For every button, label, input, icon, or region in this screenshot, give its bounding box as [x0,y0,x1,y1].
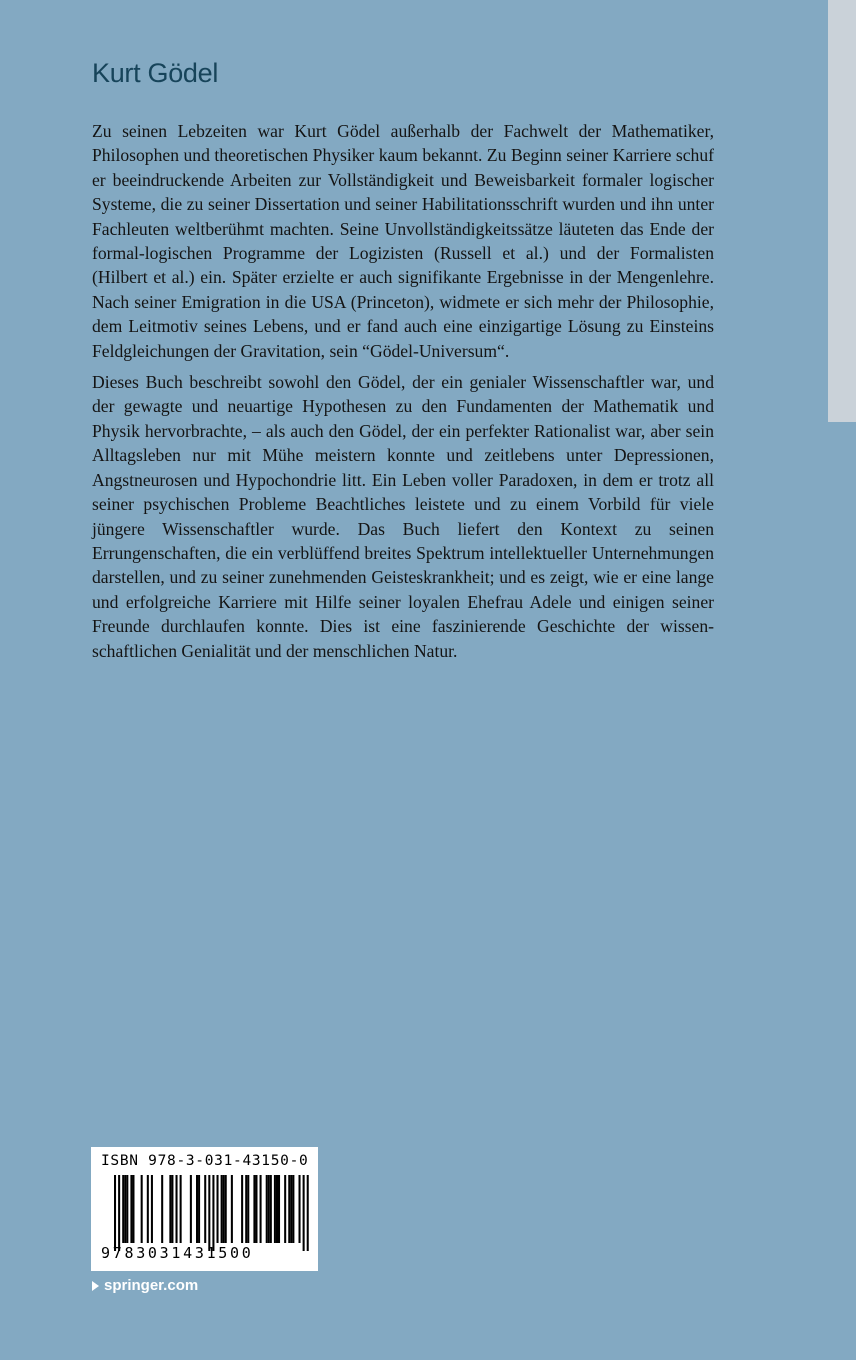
blurb-paragraph-1: Zu seinen Lebzeiten war Kurt Gödel außerhalb der Fachwelt der Mathematiker, Philosophen und theoretischen Physiker kaum bekannt. Zu Beginn seiner Karriere schuf er beeindruckende Arbeiten zur Vollständigkeit und Beweisbarkeit formaler logischer Systeme, die zu seiner Dissertation und seiner Habilitationsschrift wurden und ihn unter Fachleuten weltberühmt machten. Seine Unvollständigkeitssätze läuteten das Ende der formal-logischen Programme der Logizisten (Russell et al.) und der Formalisten (Hilbert et al.) ein. Später erzielte er auch signifikante Ergebnisse in der Mengenlehre. Nach seiner Emigration in die USA (Princeton), widmete er sich mehr der Philosophie, dem Leitmotiv seines Lebens, und er fand auch eine einzigartige Lösung zu Einsteins Feldgleichungen der Gravitation, sein “Gödel-Universum“. [92,121,714,361]
barcode-bar [268,1175,270,1243]
barcode-bar [274,1175,276,1243]
barcode-bar [290,1175,292,1243]
barcode-bar [284,1175,286,1243]
barcode-bar [132,1175,134,1243]
barcode-bar [278,1175,280,1243]
barcode-bar [124,1175,126,1243]
barcode-bar [260,1175,262,1243]
barcode-bar [198,1175,200,1243]
barcode-bar [303,1175,305,1251]
barcode-bar [253,1175,255,1243]
barcode-bar [169,1175,171,1243]
barcode-bar [247,1175,249,1243]
barcode-bar [171,1175,173,1243]
isbn-label: ISBN 978-3-031-43150-0 [101,1153,309,1169]
barcode-bar [231,1175,233,1243]
barcode-bar [147,1175,149,1243]
barcode-bar [221,1175,223,1243]
barcode-bar [266,1175,268,1243]
barcode-bar [114,1175,116,1251]
barcode-bar [151,1175,153,1243]
publisher-label: springer.com [104,1277,199,1294]
barcode-bar [270,1175,272,1243]
barcode-bar [245,1175,247,1243]
barcode-bar [176,1175,178,1243]
barcode-bar [212,1175,214,1251]
publisher-link[interactable] [92,1277,198,1294]
barcode-bar [204,1175,206,1243]
barcode-bar [196,1175,198,1243]
barcode-bar [288,1175,290,1243]
arrow-right-icon [92,1281,99,1291]
barcode-bar [307,1175,309,1251]
blurb-paragraph-2: Dieses Buch beschreibt sowohl den Gödel, der ein genialer Wissenschaftler war, und der gewagte und neuartige Hypothesen zu den Fundamenten der Mathematik und Physik hervorbrachte, – als auch den Gödel, der ein perfekter Rationalist war, aber sein Alltagsleben nur mit Mühe meistern konnte und zeitlebens unter Depressionen, Angstneurosen und Hypochondrie litt. Ein Leben voller Paradoxen, in dem er trotz all seiner psychischen Probleme Beachtliches leistete und zu einem Vorbild für viele jüngere Wissenschaftler wurde. Das Buch liefert den Kontext zu seinen Errungenschaften, die ein verblüffend breites Spektrum intellektueller Unternehmungen darstellen, und zu seiner zunehmenden Geisteskrankheit; und es zeigt, wie er eine lange und erfolgreiche Karriere mit Hilfe seiner loyalen Ehefrau Adele und einigen seiner Freunde durchlaufen konnte. Dies ist eine faszinierende Geschichte der wissen-schaftlichen Genialität und der menschlichen Natur. [92,372,714,661]
barcode-bar [217,1175,219,1243]
barcode-bar [299,1175,301,1243]
barcode-bar [190,1175,192,1243]
barcode-bar [126,1175,128,1243]
barcode-bar [208,1175,210,1251]
barcode-bar [292,1175,294,1243]
barcode-bar [276,1175,278,1243]
barcode-bar [255,1175,257,1243]
spine-strip [828,0,856,422]
barcode-bar [180,1175,182,1243]
barcode-bar [161,1175,163,1243]
blurb-text [92,119,714,670]
isbn-barcode [91,1147,318,1271]
barcode-bar [118,1175,120,1251]
book-title: Kurt Gödel [92,58,219,88]
barcode-bar [122,1175,124,1243]
barcode-bar [225,1175,227,1243]
barcode-bar [141,1175,143,1243]
ean-digits: 9783031431500 [101,1244,254,1262]
barcode-bar [223,1175,225,1243]
barcode-bar [241,1175,243,1243]
barcode-bar [130,1175,132,1243]
